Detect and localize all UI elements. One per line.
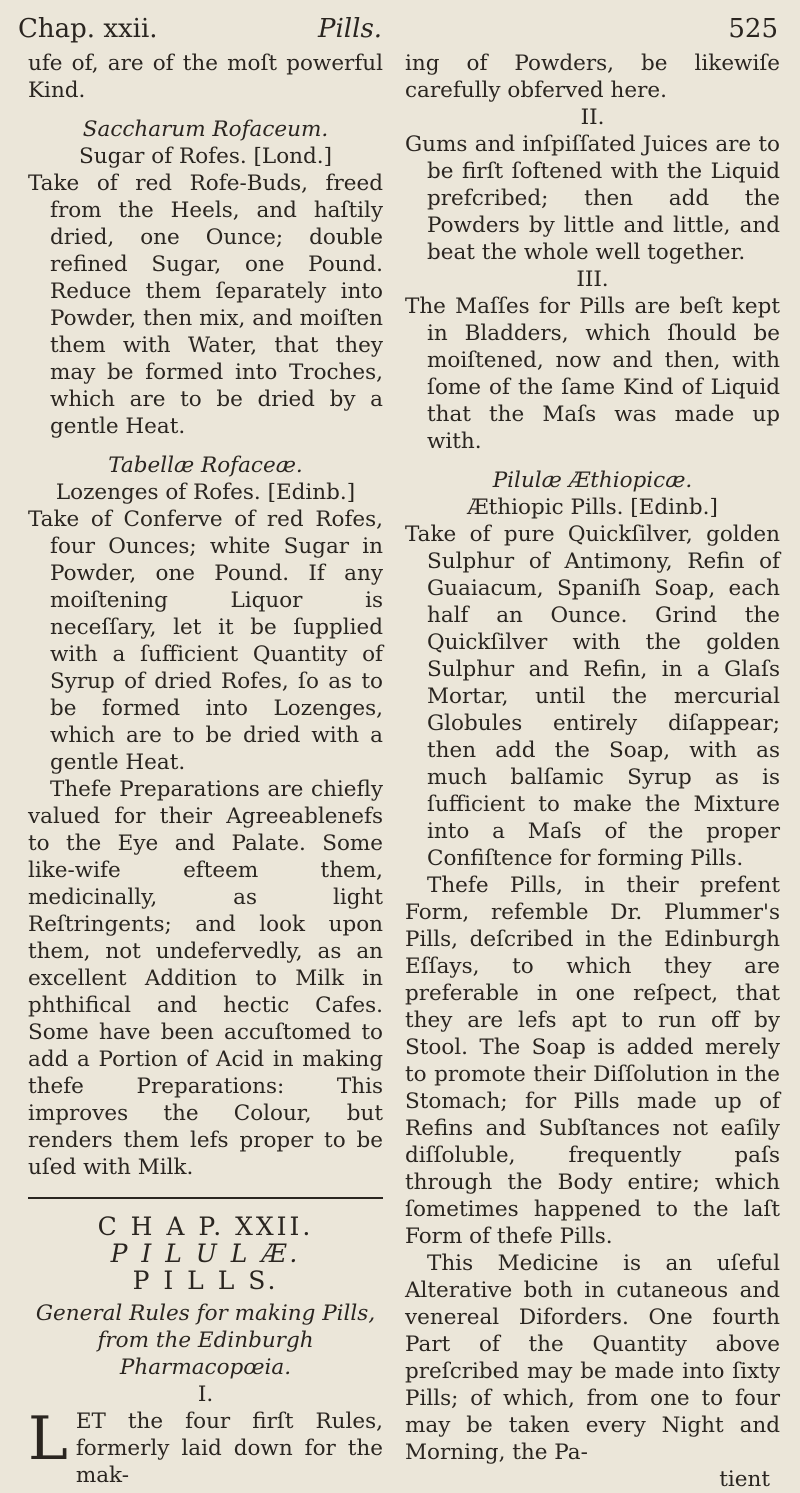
recipe-note: Thefe Pills, in their prefent Form, refemble Dr. Plummer's Pills, deſcribed in the Edinburgh Eſſays, to which they are preferable in one reſpect, that they are lefs apt to run off by Stool. The Soap is added merely to promote their Diſſolution in the Stomach; for Pills made up of Refins and Subſtances not eaſily diſſoluble, frequently paſs through the Body entire; which ſometimes happened to the laſt Form of thefe Pills.: [405, 873, 780, 1249]
right-column: [405, 50, 780, 1493]
rule-text: The Maſſes for Pills are beſt kept in Bladders, which ſhould be moiſtened, now and then, with ſome of the ſame Kind of Liquid that the Maſs was made up with.: [405, 294, 780, 454]
drop-cap: L: [28, 1404, 68, 1474]
continued-text: ufe of, are of the moſt powerful Kind.: [28, 51, 383, 103]
page-number: 525: [728, 14, 778, 44]
rule-number: I.: [197, 1382, 214, 1407]
chapter-heading: C H A P. XXII.: [97, 1212, 314, 1241]
chapter-label: Chap. xxii.: [18, 14, 158, 44]
rules-heading: General Rules for making Pills, from the Edinburgh Pharmacopœia.: [35, 1301, 376, 1380]
rule-text: ET the four firſt Rules, formerly laid down for the mak-: [75, 1409, 383, 1488]
catchword: tient: [719, 1467, 770, 1492]
recipe-title-latin: Pilulæ Æthiopicæ.: [492, 468, 693, 493]
recipe-title-latin: Tabellæ Rofaceæ.: [108, 453, 303, 478]
section-divider: [28, 1197, 383, 1199]
recipe-title-latin: Saccharum Rofaceum.: [82, 117, 329, 142]
recipe-body: Take of Conferve of red Rofes, four Ounces; white Sugar in Powder, one Pound. If any moiſtening Liquor is neceſſary, let it be ſupplied with a ſufficient Quantity of Syrup of dried Rofes, ſo as to be formed into Lozenges, which are to be dried with a gentle Heat.: [28, 507, 383, 775]
recipe-title-english: Sugar of Rofes. [Lond.]: [79, 144, 332, 169]
recipe-title-english: Æthiopic Pills. [Edinb.]: [467, 495, 718, 520]
recipe-body: Take of pure Quickſilver, golden Sulphur of Antimony, Refin of Guaiacum, Spaniſh Soap, each half an Ounce. Grind the Quickſilver with the golden Sulphur and Refin, in a Glaſs Mortar, until the mercurial Globules entirely diſappear; then add the Soap, with as much balſamic Syrup as is ſufficient to make the Mixture into a Maſs of the proper Confiſtence for forming Pills.: [405, 522, 780, 871]
chapter-title-latin: P I L U L Æ.: [110, 1239, 301, 1268]
recipe-note: This Medicine is an uſeful Alterative both in cutaneous and venereal Diforders. One fourth Part of the Quantity above preſcribed may be made into ſixty Pills; of which, from one to four may be taken every Night and Morning, the Pa-: [405, 1251, 780, 1465]
running-header: [0, 14, 800, 50]
recipe-note: Thefe Preparations are chiefly valued for their Agreeablenefs to the Eye and Palate. Some like-wife efteem them, medicinally, as light Reſtringents; and look upon them, not undefervedly, as an excellent Addition to Milk in phthifical and hectic Cafes. Some have been accuſtomed to add a Portion of Acid in making thefe Preparations: This improves the Colour, but renders them lefs proper to be uſed with Milk.: [28, 777, 383, 1180]
continued-text: ing of Powders, be likewiſe carefully obferved here.: [405, 51, 780, 103]
rule-text: Gums and inſpiſſated Juices are to be firſt ſoftened with the Liquid prefcribed; then add the Powders by little and little, and beat the whole well together.: [405, 132, 780, 265]
recipe-title-english: Lozenges of Rofes. [Edinb.]: [55, 480, 356, 505]
rule-number: III.: [576, 267, 609, 292]
chapter-title-english: P I L L S.: [132, 1266, 279, 1295]
recipe-body: Take of red Rofe-Buds, freed from the Heels, and haſtily dried, one Ounce; double refined Sugar, one Pound. Reduce them ſeparately into Powder, then mix, and moiſten them with Water, that they may be formed into Troches, which are to be dried by a gentle Heat.: [28, 171, 383, 439]
running-title: Pills.: [318, 14, 383, 44]
rule-number: II.: [580, 105, 605, 130]
left-column: [28, 50, 383, 1489]
